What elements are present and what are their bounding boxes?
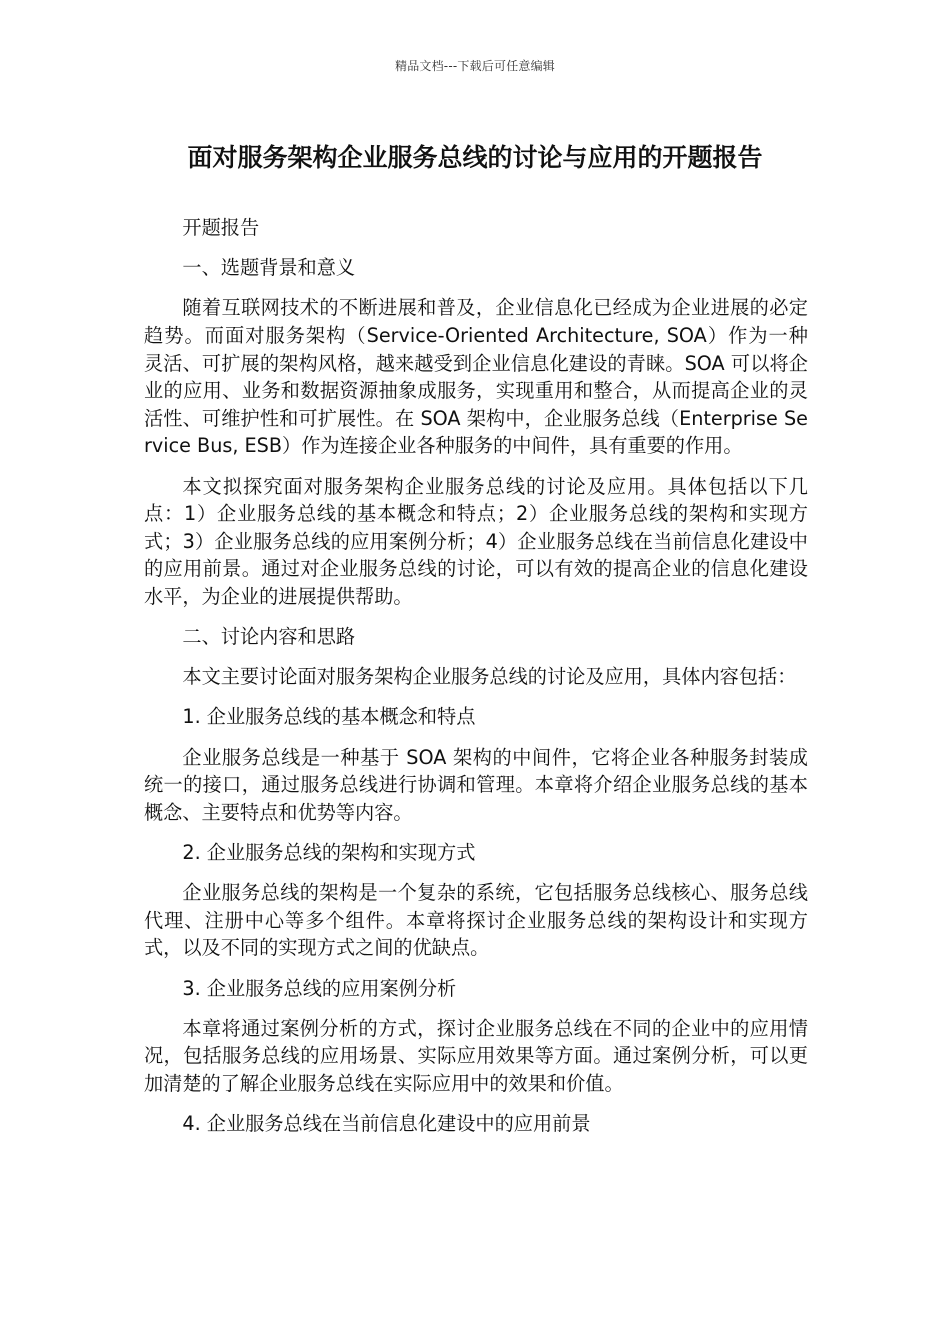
paragraph-content-intro: 本文主要讨论面对服务架构企业服务总线的讨论及应用，具体内容包括：	[182, 665, 797, 689]
document-body	[144, 214, 808, 1150]
header-note: 精品文档---下载后可任意编辑	[395, 59, 555, 73]
paragraph-background: 随着互联网技术的不断进展和普及，企业信息化已经成为企业进展的必定趋势。而面对服务架构（Service-Oriented Architecture, SOA）作为一种灵活、可扩展的架构风格，越来越受到企业信息化建设的青睐。SOA 可以将企业的应用、业务和数据资源抽象成服务，实现重用和整合，从而提高企业的灵活性、可维护性和可扩展性。在 SOA 架构中，企业服务总线（Enterprise Service Bus, ESB）作为连接企业各种服务的中间件，具有重要的作用。	[144, 296, 808, 458]
paragraph-concepts: 企业服务总线是一种基于 SOA 架构的中间件，它将企业各种服务封装成统一的接口，通过服务总线进行协调和管理。本章将介绍企业服务总线的基本概念、主要特点和优势等内容。	[144, 745, 808, 824]
subheading-architecture: 2. 企业服务总线的架构和实现方式	[182, 841, 476, 865]
document-title: 面对服务架构企业服务总线的讨论与应用的开题报告	[187, 143, 763, 172]
subheading-concepts: 1. 企业服务总线的基本概念和特点	[182, 705, 476, 729]
subheading-prospects: 4. 企业服务总线在当前信息化建设中的应用前景	[182, 1112, 591, 1136]
section-heading-content: 二、讨论内容和思路	[182, 625, 356, 649]
paragraph-case-study: 本章将通过案例分析的方式，探讨企业服务总线在不同的企业中的应用情况，包括服务总线的应用场景、实际应用效果等方面。通过案例分析，可以更加清楚的了解企业服务总线在实际应用中的效果和价值。	[144, 1016, 808, 1095]
paragraph-scope: 本文拟探究面对服务架构企业服务总线的讨论及应用。具体包括以下几点：1）企业服务总线的基本概念和特点；2）企业服务总线的架构和实现方式；3）企业服务总线的应用案例分析；4）企业服务总线在当前信息化建设中的应用前景。通过对企业服务总线的讨论，可以有效的提高企业的信息化建设水平，为企业的进展提供帮助。	[144, 474, 808, 608]
subheading-case-study: 3. 企业服务总线的应用案例分析	[182, 976, 457, 1000]
section-label-report: 开题报告	[182, 216, 260, 239]
section-heading-background: 一、选题背景和意义	[182, 256, 356, 280]
paragraph-architecture: 企业服务总线的架构是一个复杂的系统，它包括服务总线核心、服务总线代理、注册中心等多个组件。本章将探讨企业服务总线的架构设计和实现方式，以及不同的实现方式之间的优缺点。	[144, 881, 808, 960]
